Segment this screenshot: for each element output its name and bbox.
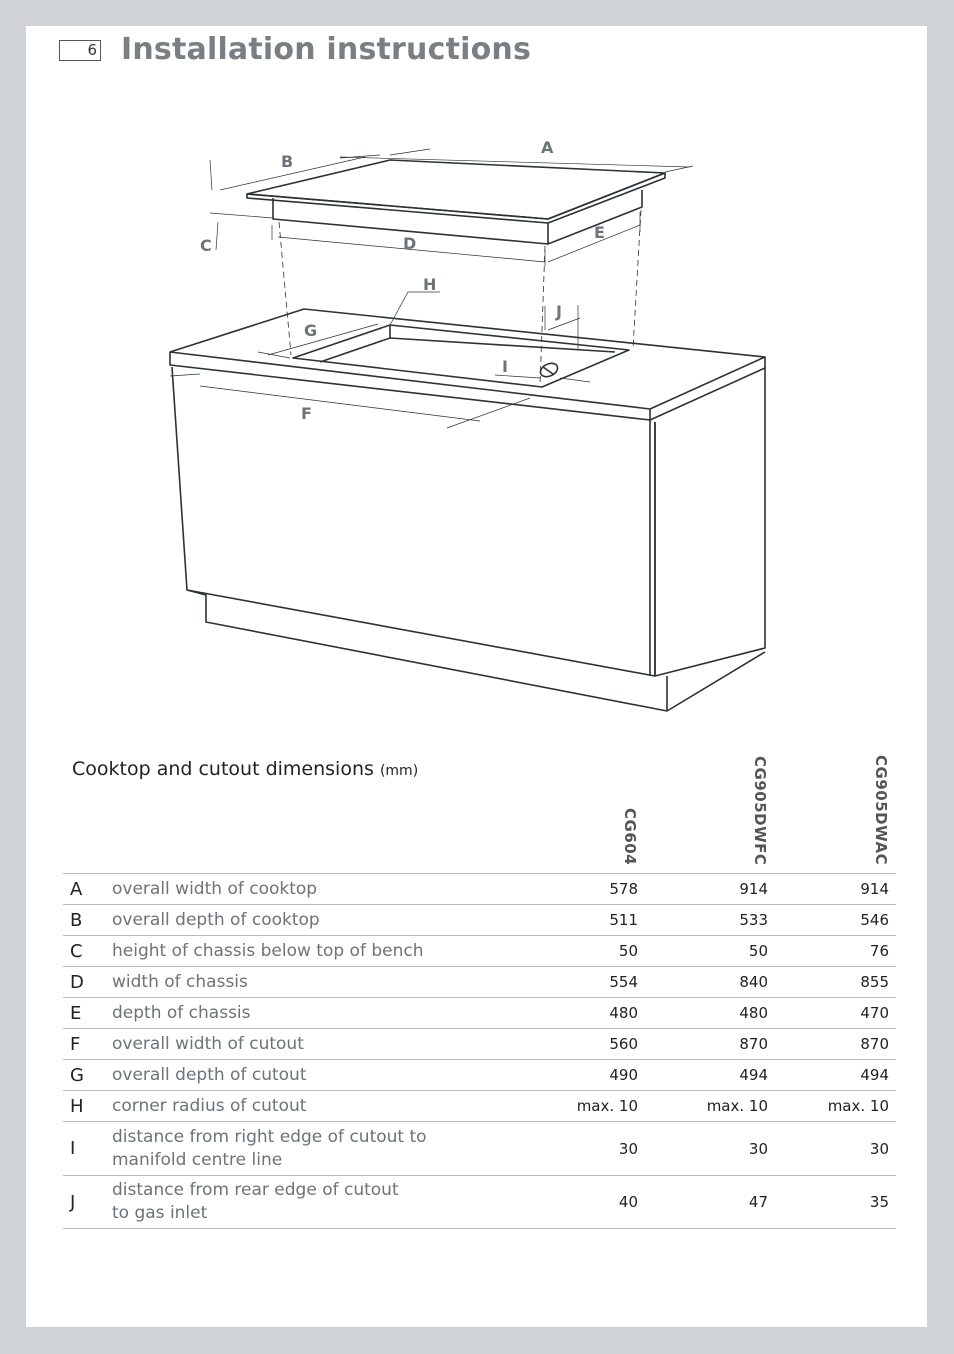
value-cg905dwfc: 870 [739, 1035, 768, 1053]
table-row [63, 997, 896, 1028]
benchtop [170, 309, 765, 409]
table-row [63, 935, 896, 966]
row-letter: D [70, 971, 84, 993]
dim-label-c: C [200, 236, 212, 255]
value-cg604: 40 [618, 1193, 638, 1211]
gas-inlet [538, 361, 559, 379]
dimensions-table [63, 873, 896, 1229]
value-cg905dwfc: 480 [739, 1004, 768, 1022]
cutout [293, 325, 629, 387]
row-letter: F [70, 1033, 81, 1055]
table-title-text: Cooktop and cutout dimensions [72, 758, 374, 780]
installation-diagram [26, 26, 927, 726]
row-description-line1: distance from right edge of cutout to [112, 1126, 427, 1147]
dim-label-f: F [301, 404, 312, 423]
column-header-cg604: CG604 [621, 807, 639, 865]
value-cg905dwac: 76 [869, 942, 889, 960]
row-letter: H [70, 1095, 84, 1117]
row-description: overall width of cooktop [112, 878, 318, 899]
row-letter: I [70, 1138, 76, 1159]
value-cg905dwac: 546 [860, 911, 889, 929]
value-cg905dwfc: 533 [739, 911, 768, 929]
row-letter: B [70, 909, 83, 931]
value-cg905dwac: 914 [860, 880, 889, 898]
dim-label-e: E [594, 223, 605, 242]
row-description-line1: distance from rear edge of cutout [112, 1180, 399, 1200]
value-cg905dwfc: 914 [739, 880, 768, 898]
row-description [112, 1126, 477, 1172]
value-cg905dwac: max. 10 [827, 1097, 889, 1115]
row-letter: E [70, 1002, 82, 1024]
dim-label-b: B [281, 152, 294, 171]
dim-label-d: D [403, 234, 417, 253]
value-cg604: 490 [609, 1066, 638, 1084]
dim-label-i: I [502, 357, 508, 376]
table-row [63, 966, 896, 997]
row-description [112, 1179, 477, 1225]
value-cg905dwfc: 840 [739, 973, 768, 991]
cooktop-edge [247, 173, 665, 223]
table-title [72, 758, 418, 780]
table-row [63, 1121, 896, 1175]
table-title-unit: (mm) [379, 763, 419, 779]
value-cg905dwac: 494 [860, 1066, 889, 1084]
row-description: overall width of cutout [112, 1033, 304, 1054]
column-header-cg905dwac: CG905DWAC [872, 754, 890, 865]
cooktop-top [247, 160, 665, 219]
row-description: height of chassis below top of bench [112, 940, 424, 961]
cooktop-chassis [273, 190, 642, 244]
value-cg604: max. 10 [576, 1097, 638, 1115]
dim-label-g: G [304, 321, 318, 340]
value-cg604: 50 [618, 942, 638, 960]
dim-label-j: J [556, 302, 562, 321]
page [26, 26, 927, 1327]
value-cg604: 511 [609, 911, 638, 929]
value-cg905dwac: 470 [860, 1004, 889, 1022]
table-row [63, 904, 896, 935]
value-cg905dwac: 855 [860, 973, 889, 991]
value-cg905dwac: 35 [869, 1193, 889, 1211]
table-row [63, 1028, 896, 1059]
table-row [63, 1175, 896, 1229]
value-cg604: 554 [609, 973, 638, 991]
row-description: depth of chassis [112, 1002, 251, 1023]
row-letter: A [70, 878, 83, 900]
row-description: corner radius of cutout [112, 1095, 307, 1116]
value-cg604: 560 [609, 1035, 638, 1053]
row-description: overall depth of cooktop [112, 909, 320, 930]
row-letter: J [70, 1191, 76, 1213]
page-number: 6 [59, 40, 101, 61]
column-header-cg905dwfc: CG905DWFC [751, 755, 769, 865]
table-row [63, 873, 896, 904]
dim-label-h: H [423, 275, 437, 294]
value-cg905dwfc: max. 10 [706, 1097, 768, 1115]
row-description-line2: manifold centre line [112, 1149, 283, 1170]
dim-label-a: A [541, 138, 554, 157]
plinth [187, 590, 765, 711]
cabinet-side [655, 368, 765, 676]
value-cg604: 578 [609, 880, 638, 898]
value-cg905dwac: 870 [860, 1035, 889, 1053]
row-description: width of chassis [112, 971, 248, 992]
row-description-line2: to gas inlet [112, 1203, 208, 1223]
page-title: Installation instructions [121, 32, 532, 67]
row-letter: C [70, 940, 83, 962]
table-row [63, 1090, 896, 1121]
row-letter: G [70, 1064, 84, 1086]
value-cg905dwac: 30 [869, 1139, 889, 1158]
row-description: overall depth of cutout [112, 1064, 307, 1085]
value-cg905dwfc: 50 [748, 942, 768, 960]
value-cg604: 480 [609, 1004, 638, 1022]
value-cg905dwfc: 47 [748, 1193, 768, 1211]
value-cg604: 30 [618, 1139, 638, 1158]
value-cg905dwfc: 494 [739, 1066, 768, 1084]
value-cg905dwfc: 30 [748, 1139, 768, 1158]
table-row [63, 1059, 896, 1090]
